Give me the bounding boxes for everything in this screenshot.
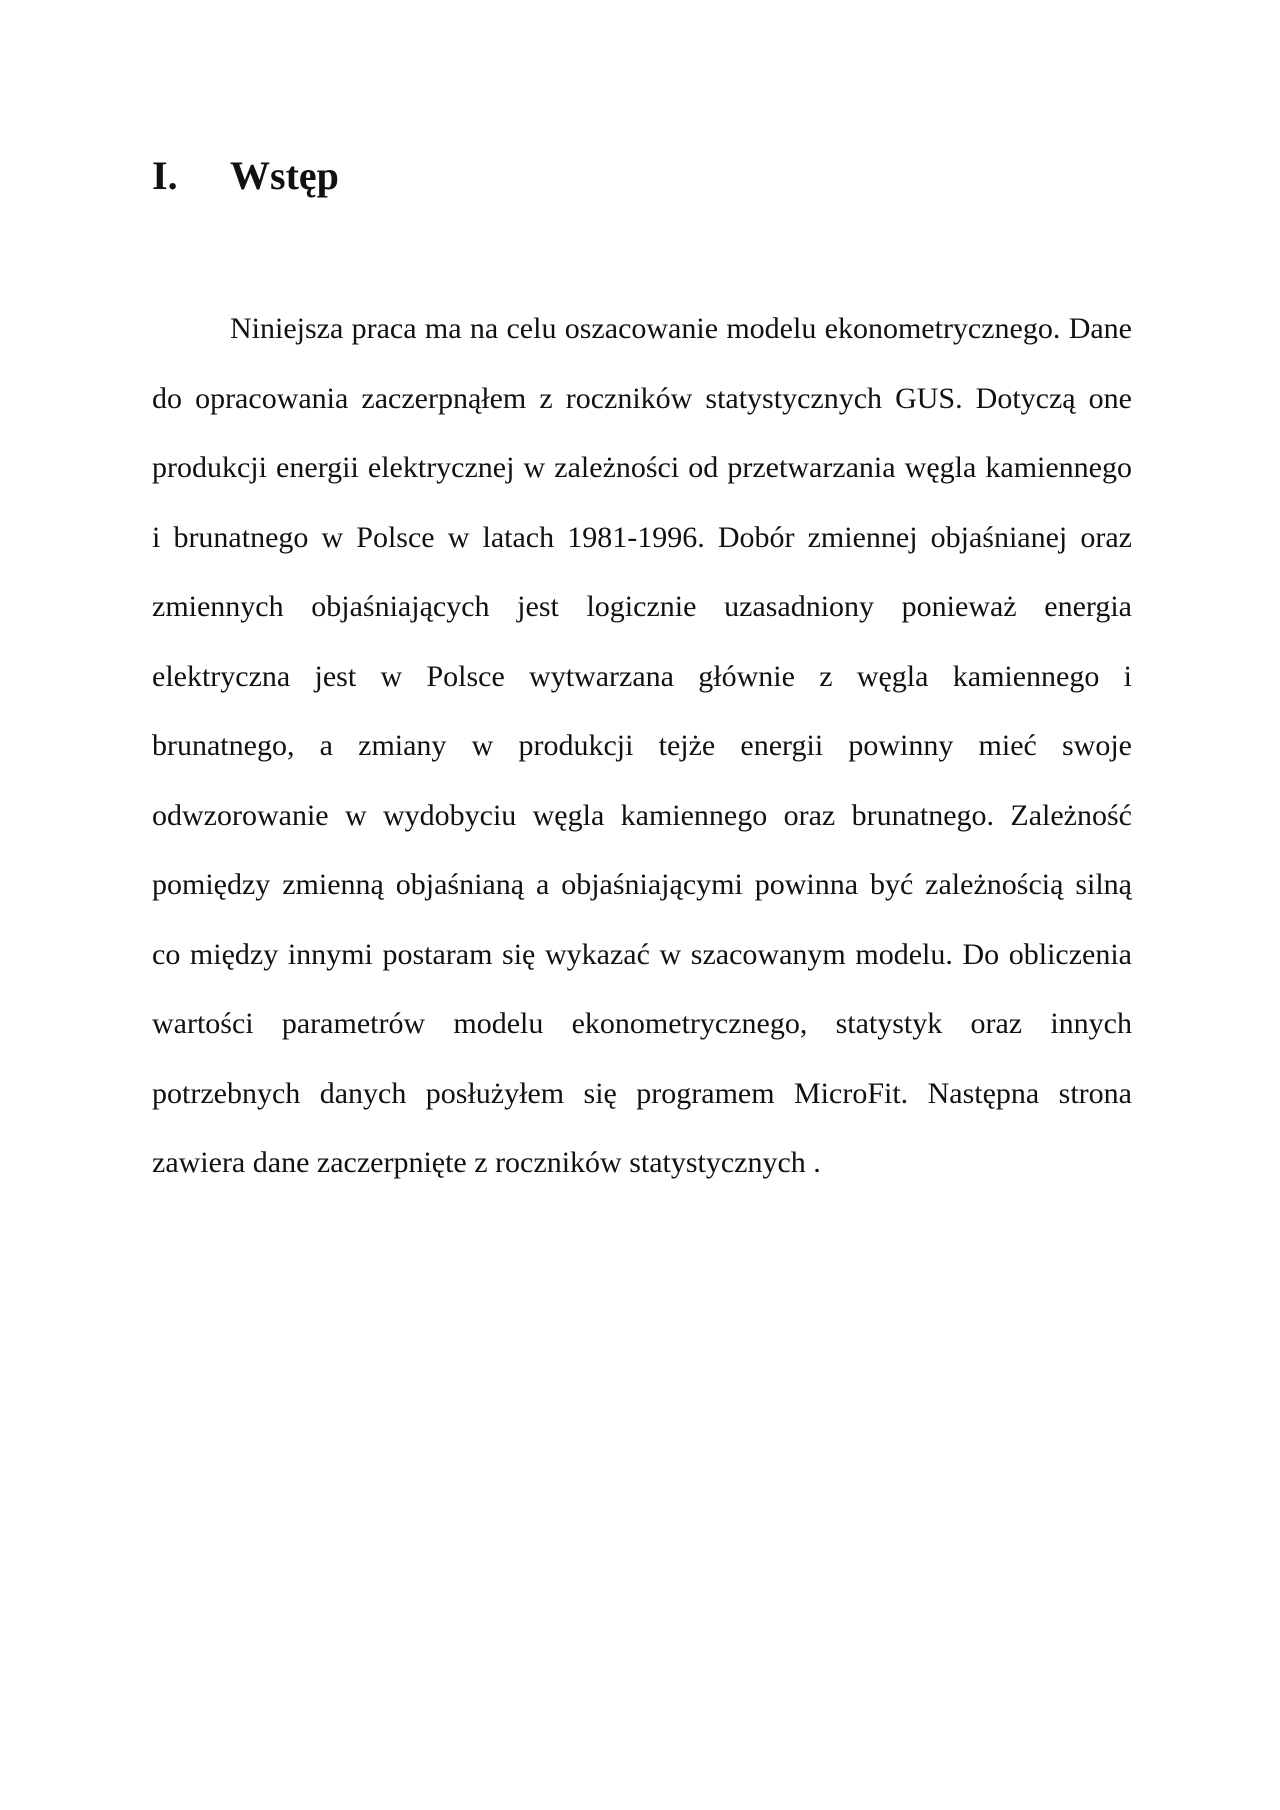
paragraph-line: elektryczna jest w Polsce wytwarzana głównie z węgla kamiennego i <box>152 659 1132 693</box>
paragraph-line: potrzebnych danych posłużyłem się programem MicroFit. Następna strona <box>152 1076 1132 1110</box>
paragraph-line: zmiennych objaśniających jest logicznie uzasadniony ponieważ energia <box>152 590 1132 623</box>
paragraph-line: brunatnego, a zmiany w produkcji tejże energii powinny mieć swoje <box>152 729 1132 762</box>
body-paragraph <box>152 294 1132 1198</box>
paragraph-line: co między innymi postaram się wykazać w szacowanym modelu. Do obliczenia <box>152 937 1132 971</box>
paragraph-line: produkcji energii elektrycznej w zależności od przetwarzania węgla kamiennego <box>152 451 1132 484</box>
paragraph-line: zawiera dane zaczerpnięte z roczników statystycznych . <box>152 1146 821 1179</box>
paragraph-line: Niniejsza praca ma na celu oszacowanie modelu ekonometrycznego. Dane <box>230 312 1132 345</box>
section-heading <box>152 148 339 204</box>
paragraph-line: pomiędzy zmienną objaśnianą a objaśniającymi powinna być zależnością silną <box>152 868 1132 901</box>
paragraph-line: i brunatnego w Polsce w latach 1981-1996. Dobór zmiennej objaśnianej oraz <box>152 520 1132 554</box>
paragraph-line: wartości parametrów modelu ekonometrycznego, statystyk oraz innych <box>152 1007 1132 1040</box>
paragraph-line: do opracowania zaczerpnąłem z roczników statystycznych GUS. Dotyczą one <box>152 381 1132 415</box>
paragraph-line: odwzorowanie w wydobyciu węgla kamiennego oraz brunatnego. Zależność <box>152 798 1132 832</box>
section-number: I. <box>152 153 178 198</box>
section-title: Wstęp <box>230 153 339 198</box>
